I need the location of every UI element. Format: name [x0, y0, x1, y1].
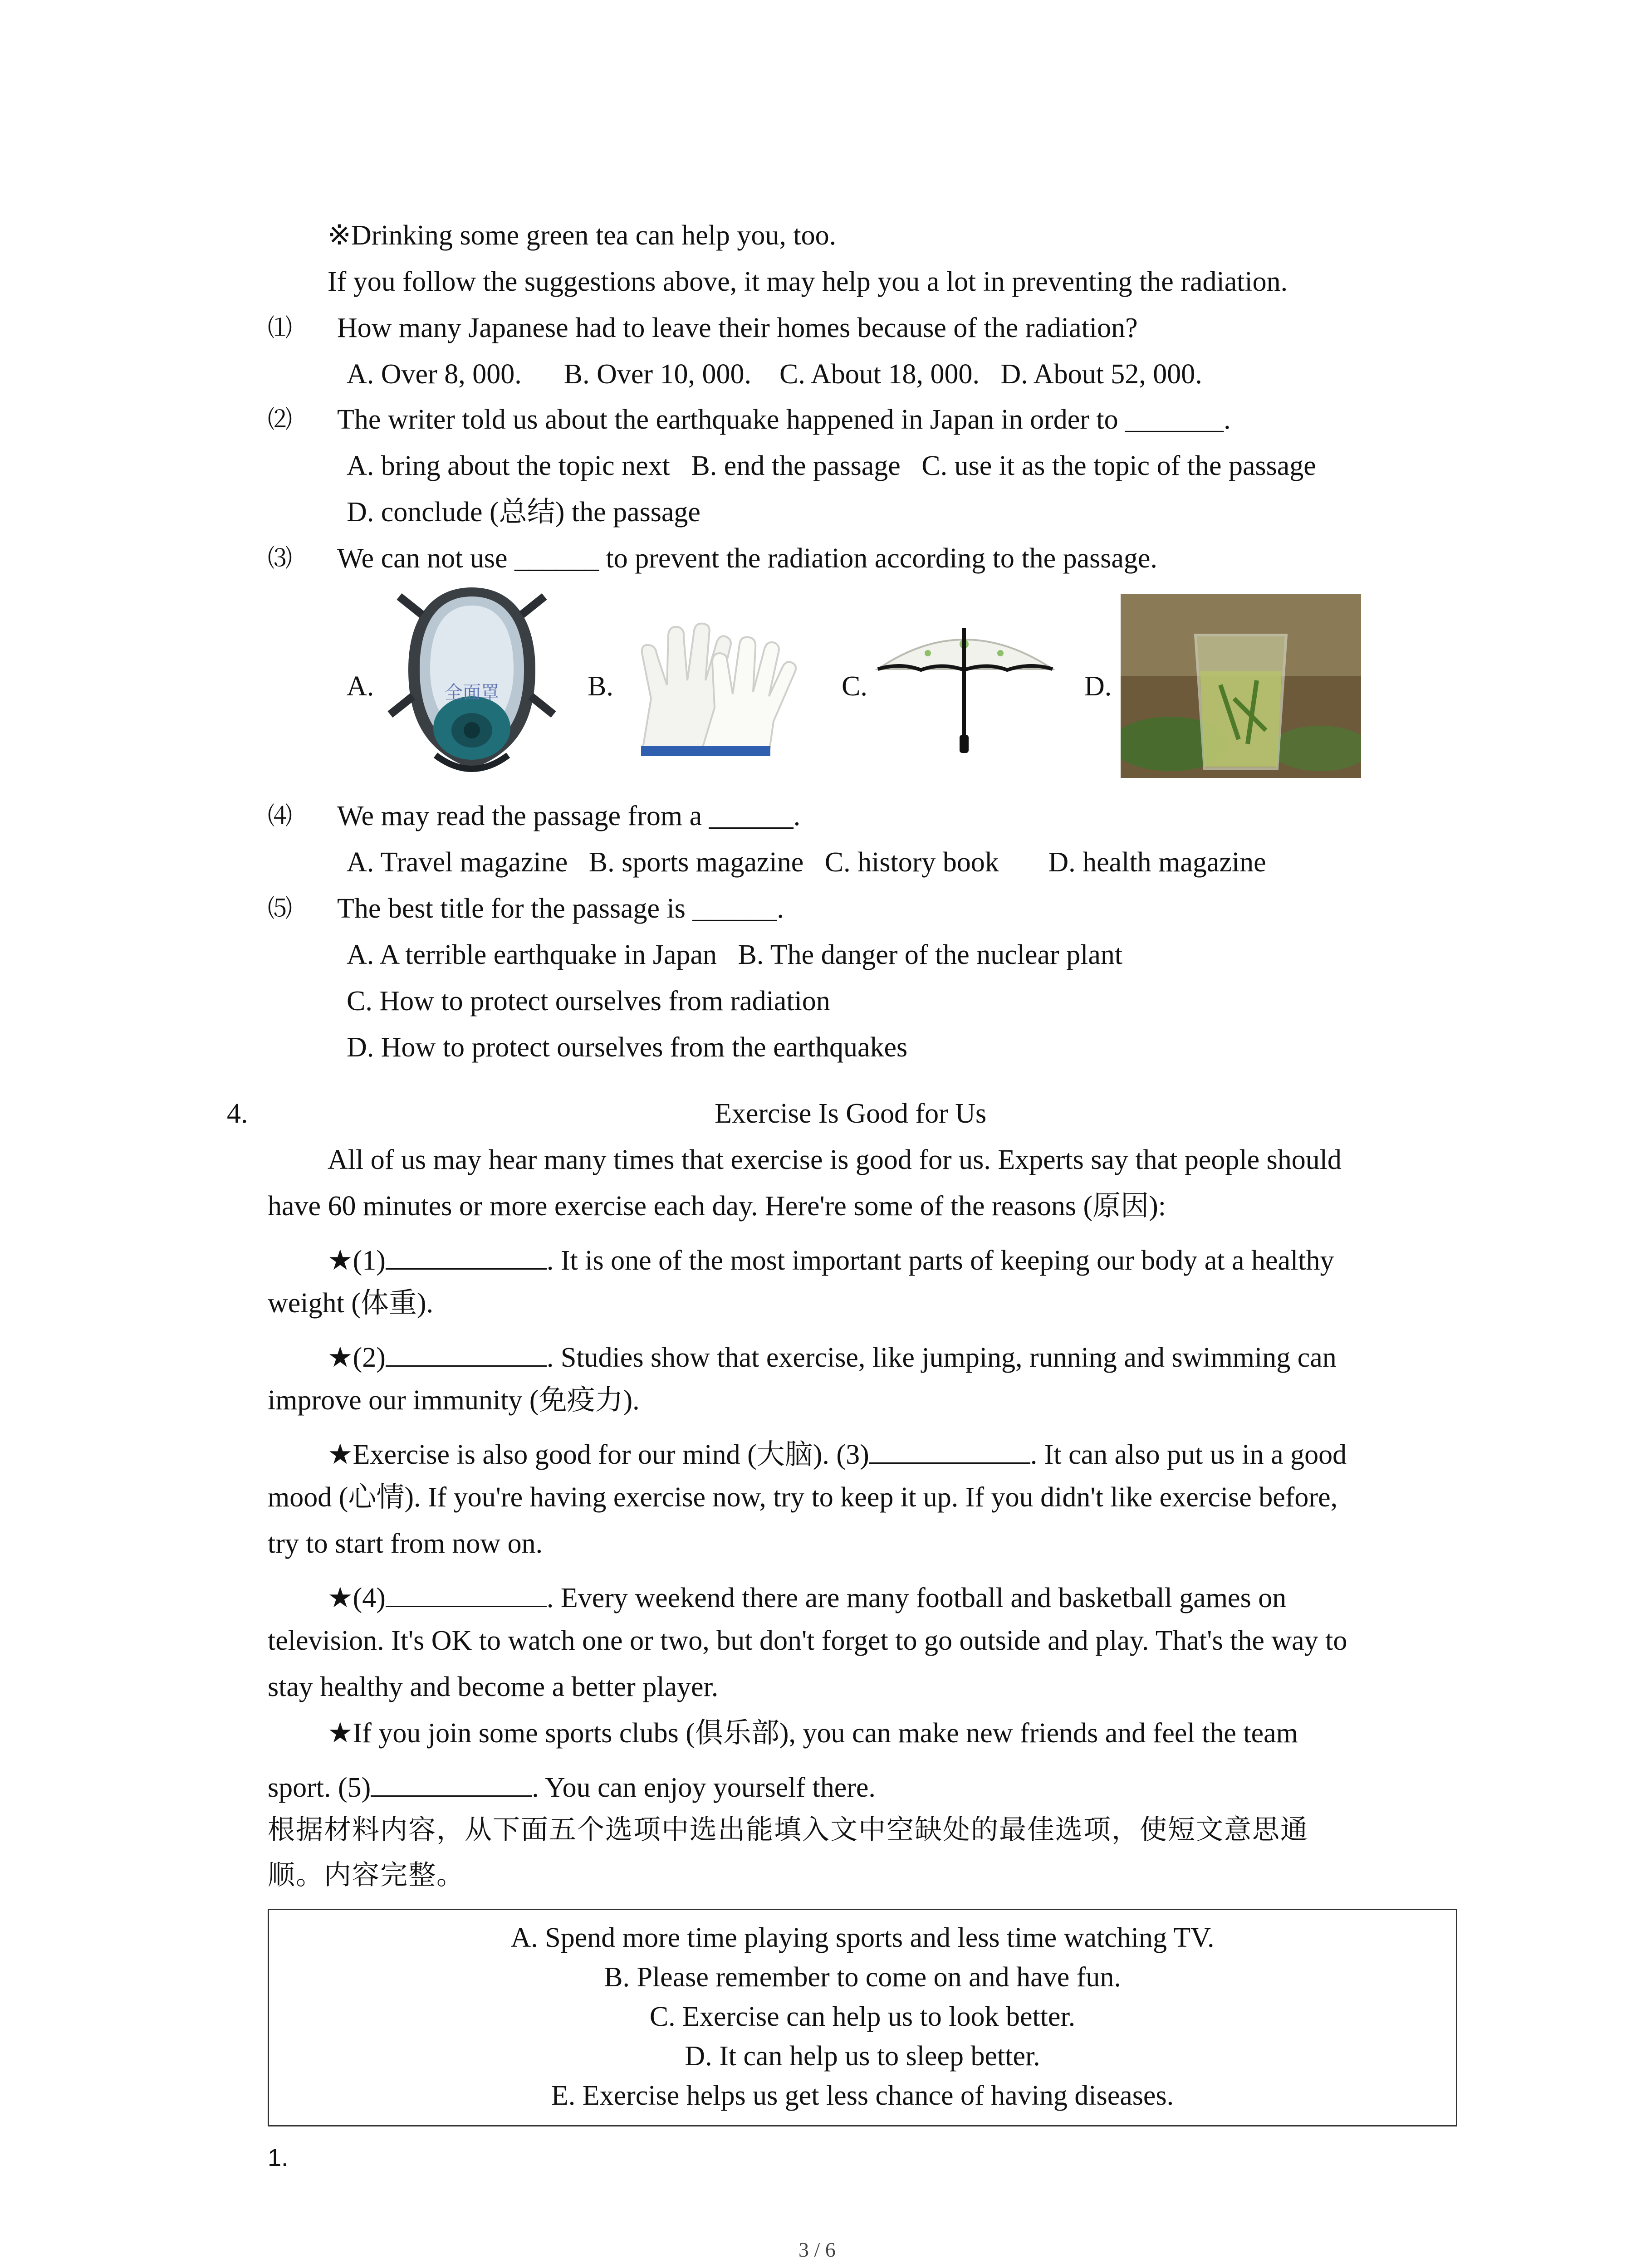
question-text: We can not use ______ to prevent the radiation according to the passage. — [337, 543, 1157, 574]
answer-blank[interactable] — [386, 1580, 547, 1607]
passage-title: Exercise Is Good for Us — [715, 1098, 987, 1129]
passage-line: mood (心情). If you're having exercise now, try to keep it up. If you didn't like exercise before, — [268, 1482, 1338, 1513]
passage-line: ※Drinking some green tea can help you, too. — [328, 220, 837, 251]
passage-line — [268, 1770, 876, 1802]
question-text: The writer told us about the earthquake happened in Japan in order to _______. — [337, 404, 1231, 435]
question-number: ⑵ — [268, 406, 292, 433]
answer-blank[interactable] — [386, 1340, 547, 1367]
choice-option: A. Spend more time playing sports and less time watching TV. — [510, 1922, 1215, 1953]
question-number: ⑷ — [268, 802, 292, 830]
question-number: ⑸ — [268, 895, 292, 922]
question-options: A. Travel magazine B. sports magazine C. history book D. health magazine — [347, 847, 1266, 878]
choice-option: C. Exercise can help us to look better. — [649, 2001, 1076, 2032]
passage-line: All of us may hear many times that exercise is good for us. Experts say that people should — [328, 1144, 1342, 1175]
question-options: A. A terrible earthquake in Japan B. The danger of the nuclear plant — [347, 939, 1123, 970]
gas-mask-image — [381, 578, 563, 782]
choice-option: D. It can help us to sleep better. — [685, 2041, 1040, 2072]
passage-line: weight (体重). — [268, 1288, 434, 1319]
blank-label: ★Exercise is also good for our mind (大脑). (3) — [328, 1439, 869, 1470]
answer-blank[interactable] — [371, 1770, 532, 1797]
passage-line: try to start from now on. — [268, 1528, 543, 1559]
answer-blank[interactable] — [869, 1437, 1030, 1464]
question-options: D. conclude (总结) the passage — [347, 497, 700, 528]
blank-trailing-text: . It can also put us in a good — [1030, 1439, 1347, 1470]
passage-line — [328, 1340, 1337, 1372]
passage-line: ★If you join some sports clubs (俱乐部), you can make new friends and feel the team — [328, 1718, 1298, 1749]
answer-label: 1. — [268, 2144, 289, 2171]
question-options: A. bring about the topic next B. end the passage C. use it as the topic of the passage — [347, 450, 1316, 481]
question-options: D. How to protect ourselves from the earthquakes — [347, 1032, 908, 1063]
passage-line — [328, 1580, 1286, 1612]
umbrella-image — [873, 619, 1057, 755]
blank-trailing-text: . Every weekend there are many football and basketball games on — [546, 1582, 1287, 1613]
choice-option: B. Please remember to come on and have fun. — [604, 1962, 1121, 1993]
green-tea-image — [1121, 594, 1361, 778]
page-number: 3 / 6 — [798, 2238, 836, 2261]
answer-blank[interactable] — [386, 1243, 547, 1270]
question-number: ⑶ — [268, 545, 292, 572]
image-label-a: A. — [347, 671, 374, 702]
choice-option: E. Exercise helps us get less chance of having diseases. — [551, 2080, 1174, 2111]
blank-label: ★(2) — [328, 1342, 386, 1373]
blank-trailing-text: . Studies show that exercise, like jumping, running and swimming can — [546, 1342, 1337, 1373]
question-text: The best title for the passage is ______. — [337, 893, 784, 924]
blank-trailing-text: . You can enjoy yourself there. — [532, 1772, 876, 1803]
blank-trailing-text: . It is one of the most important parts of keeping our body at a healthy — [546, 1245, 1334, 1276]
blank-label: ★(1) — [328, 1245, 386, 1276]
passage-line: television. It's OK to watch one or two, but don't forget to go outside and play. That's the way to — [268, 1625, 1347, 1656]
passage-line: stay healthy and become a better player. — [268, 1672, 719, 1702]
passage-line — [328, 1243, 1334, 1275]
gloves-image — [624, 617, 808, 758]
blank-label: sport. (5) — [268, 1772, 371, 1803]
question-number: 4. — [227, 1098, 248, 1129]
image-label-d: D. — [1084, 671, 1112, 702]
question-text: We may read the passage from a ______. — [337, 801, 801, 831]
question-number: ⑴ — [268, 314, 292, 342]
image-label-c: C. — [842, 671, 867, 702]
question-options: A. Over 8, 000. B. Over 10, 000. C. About 18, 000. D. About 52, 000. — [347, 359, 1202, 390]
passage-line: have 60 minutes or more exercise each day. Here're some of the reasons (原因): — [268, 1191, 1166, 1222]
passage-line: If you follow the suggestions above, it may help you a lot in preventing the radiation. — [328, 266, 1288, 297]
blank-label: ★(4) — [328, 1582, 386, 1613]
question-options: C. How to protect ourselves from radiation — [347, 986, 830, 1017]
passage-line — [328, 1437, 1347, 1469]
mask-overlay-text: 全面罩 — [445, 682, 499, 703]
instruction-line: 顺。内容完整。 — [268, 1859, 465, 1891]
choices-box — [268, 1909, 1457, 2126]
question-text: How many Japanese had to leave their homes because of the radiation? — [337, 313, 1138, 343]
instruction-line: 根据材料内容，从下面五个选项中选出能填入文中空缺处的最佳选项，使短文意思通 — [268, 1814, 1308, 1846]
passage-line: improve our immunity (免疫力). — [268, 1385, 640, 1416]
image-label-b: B. — [588, 671, 613, 702]
